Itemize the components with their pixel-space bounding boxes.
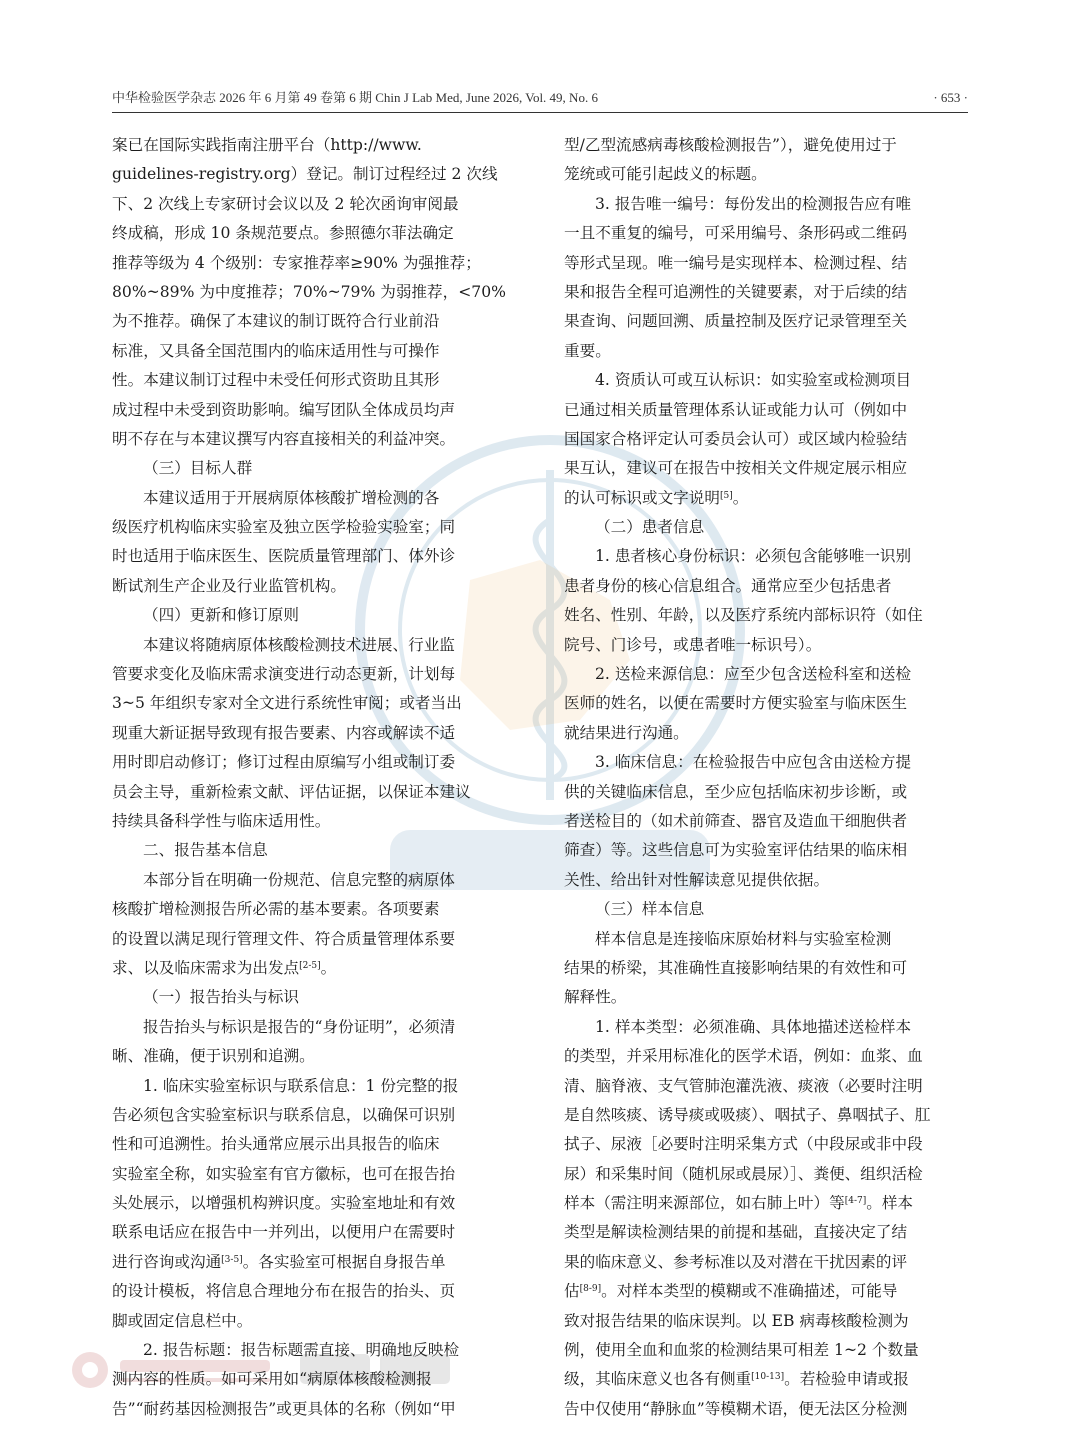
journal-citation: 中华检验医学杂志 2026 年 6 月第 49 卷第 6 期 Chin J Lab Med, June 2026, Vol. 49, No. 6 — [112, 90, 598, 105]
text-line — [564, 660, 968, 689]
line-text: 1. 样本类型：必须准确、具体地描述送检样本 — [595, 1017, 912, 1036]
line-text: 类型是解读检测结果的前提和基础，直接决定了结 — [564, 1223, 908, 1242]
text-line — [112, 190, 516, 219]
text-line — [564, 425, 968, 454]
text-line — [112, 542, 516, 571]
line-text: 标准，又具备全国范围内的临床适用性与可操作 — [112, 341, 440, 360]
text-line — [564, 278, 968, 307]
text-line — [112, 396, 516, 425]
text-line — [564, 1013, 968, 1042]
text-line — [112, 131, 516, 160]
line-text: 告中仅使用“静脉血”等模糊术语，便无法区分检测 — [564, 1399, 908, 1418]
line-text: 关性、给出针对性解读意见提供依据。 — [564, 870, 830, 889]
line-text: 供的关键临床信息，至少应包括临床初步诊断，或 — [564, 782, 908, 801]
line-text: 果和报告全程可追溯性的关键要素，对于后续的结 — [564, 282, 908, 301]
line-text: 时也适用于临床医生、医院质量管理部门、体外诊 — [112, 547, 456, 566]
line-text: 成过程中未受到资助影响。编写团队全体成员均声 — [112, 400, 456, 419]
text-line — [564, 836, 968, 865]
line-text: （三）样本信息 — [595, 900, 705, 919]
text-line — [564, 307, 968, 336]
text-line — [112, 1307, 516, 1336]
line-text: 尿）和采集时间（随机尿或晨尿）］、粪便、组织活检 — [564, 1164, 923, 1183]
text-line — [564, 631, 968, 660]
line-text-continued: 。对样本类型的模糊或不准确描述，可能导 — [601, 1282, 898, 1301]
line-text: 已通过相关质量管理体系认证或能力认可（例如中 — [564, 400, 908, 419]
text-line — [564, 572, 968, 601]
line-text: 国国家合格评定认可委员会认可）或区域内检验结 — [564, 429, 908, 448]
line-text: 院号、门诊号，或患者唯一标识号）。 — [564, 635, 822, 654]
text-line — [112, 660, 516, 689]
text-line — [564, 542, 968, 571]
text-line — [564, 1365, 968, 1394]
line-text: 例，使用全血和血浆的检测结果可相差 1~2 个数量 — [564, 1341, 919, 1360]
text-line — [112, 160, 516, 189]
line-text: 致对报告结果的临床误判。以 EB 病毒核酸检测为 — [564, 1311, 909, 1330]
text-line — [112, 778, 516, 807]
text-line — [564, 366, 968, 395]
line-text: 明不存在与本建议撰写内容直接相关的利益冲突。 — [112, 429, 456, 448]
citation-ref: [10-13] — [751, 1372, 785, 1383]
line-text: 姓名、性别、年龄，以及医疗系统内部标识符（如住 — [564, 606, 923, 625]
line-text: 医师的姓名，以便在需要时方便实验室与临床医生 — [564, 694, 908, 713]
line-text: 3. 报告唯一编号：每份发出的检测报告应有唯 — [595, 194, 912, 213]
line-text: 就结果进行沟通。 — [564, 723, 689, 742]
line-text: 测内容的性质。如可采用如“病原体核酸检测报 — [112, 1370, 432, 1389]
line-text: 一且不重复的编号，可采用编号、条形码或二维码 — [564, 224, 908, 243]
line-text: 等形式呈现。唯一编号是实现样本、检测过程、结 — [564, 253, 908, 272]
text-line — [564, 866, 968, 895]
text-line — [564, 1101, 968, 1130]
line-text-continued: 。各实验室可根据自身报告单 — [242, 1252, 446, 1271]
text-line — [112, 631, 516, 660]
text-line — [564, 131, 968, 160]
text-line — [112, 307, 516, 336]
running-header — [112, 88, 968, 113]
text-line — [112, 337, 516, 366]
text-line — [112, 1336, 516, 1365]
line-text: 样本（需注明来源部位，如右肺上叶）等 — [564, 1194, 845, 1213]
line-text: 为不推荐。确保了本建议的制订既符合行业前沿 — [112, 312, 440, 331]
line-text: 3~5 年组织专家对全文进行系统性审阅；或者当出 — [112, 694, 462, 713]
citation-ref: [5] — [719, 490, 733, 501]
text-line — [112, 1395, 516, 1424]
text-line — [112, 807, 516, 836]
line-text: 终成稿，形成 10 条规范要点。参照德尔菲法确定 — [112, 224, 454, 243]
line-text: 2. 报告标题：报告标题需直接、明确地反映检 — [143, 1341, 460, 1360]
line-text: 的设计模板，将信息合理地分布在报告的抬头、页 — [112, 1282, 456, 1301]
line-text: 本部分旨在明确一份规范、信息完整的病原体 — [143, 870, 455, 889]
line-text: 3. 临床信息：在检验报告中应包含由送检方提 — [595, 753, 912, 772]
text-line — [564, 925, 968, 954]
page-number: · 653 · — [933, 90, 968, 105]
line-text: 案已在国际实践指南注册平台（http://www. — [112, 136, 422, 154]
text-line — [564, 1248, 968, 1277]
line-text: 笼统或可能引起歧义的标题。 — [564, 165, 767, 184]
text-line — [112, 1189, 516, 1218]
text-line — [112, 1072, 516, 1101]
citation-ref: [8-9] — [579, 1284, 602, 1295]
right-text-column — [564, 131, 968, 1424]
line-text: 告”“耐药基因检测报告”或更具体的名称（例如“甲 — [112, 1399, 456, 1418]
line-text: 性和可追溯性。抬头通常应展示出具报告的临床 — [112, 1135, 440, 1154]
citation-ref: [2-5] — [299, 960, 321, 971]
line-text: 下、2 次线上专家研讨会议以及 2 轮次函询审阅最 — [112, 194, 459, 213]
line-text: 进行咨询或沟通 — [112, 1252, 222, 1271]
left-text-column — [112, 131, 516, 1424]
line-text: 管要求变化及临床需求演变进行动态更新，计划每 — [112, 665, 456, 684]
text-line — [564, 396, 968, 425]
line-text: 果查询、问题回溯、质量控制及医疗记录管理至关 — [564, 312, 908, 331]
line-text: 4. 资质认可或互认标识：如实验室或检测项目 — [595, 371, 912, 390]
line-text: 拭子、尿液［必要时注明采集方式（中段尿或非中段 — [564, 1135, 923, 1154]
line-text: 80%~89% 为中度推荐；70%~79% 为弱推荐，<70% — [112, 282, 506, 301]
line-text: 1. 患者核心身份标识：必须包含能够唯一识别 — [595, 547, 912, 566]
line-text: 是自然咳痰、诱导痰或吸痰）、咽拭子、鼻咽拭子、肛 — [564, 1105, 931, 1124]
text-line — [112, 983, 516, 1012]
text-line — [112, 219, 516, 248]
text-line — [112, 925, 516, 954]
text-line — [564, 1218, 968, 1247]
line-text: guidelines-registry.org）登记。制订过程经过 2 次线 — [112, 165, 498, 184]
text-line — [112, 1248, 516, 1277]
text-line — [564, 219, 968, 248]
line-text: （三）目标人群 — [143, 459, 253, 478]
line-text: 2. 送检来源信息：应至少包含送检科室和送检 — [595, 665, 912, 684]
text-line — [564, 689, 968, 718]
line-text: 型/乙型流感病毒核酸检测报告”），避免使用过于 — [564, 136, 897, 154]
text-line — [112, 572, 516, 601]
text-line — [112, 719, 516, 748]
line-text: 级医疗机构临床实验室及独立医学检验实验室；同 — [112, 518, 456, 537]
line-text: 的认可标识或文字说明 — [564, 488, 720, 507]
text-line — [564, 748, 968, 777]
line-text: 解释性。 — [564, 988, 627, 1007]
text-line — [564, 484, 968, 513]
line-text: 报告抬头与标识是报告的“身份证明”，必须清 — [143, 1017, 456, 1036]
text-line — [564, 1277, 968, 1306]
text-line — [564, 454, 968, 483]
line-text: 联系电话应在报告中一并列出，以便用户在需要时 — [112, 1223, 456, 1242]
line-text: 头处展示，以增强机构辨识度。实验室地址和有效 — [112, 1194, 456, 1213]
line-text: 估 — [564, 1282, 580, 1301]
line-text: 用时即启动修订；修订过程由原编写小组或制订委 — [112, 753, 456, 772]
line-text: 核酸扩增检测报告所必需的基本要素。各项要素 — [112, 900, 440, 919]
text-line — [112, 895, 516, 924]
text-line — [112, 689, 516, 718]
text-line — [564, 1160, 968, 1189]
line-text: 的类型，并采用标准化的医学术语，例如：血浆、血 — [564, 1047, 923, 1066]
line-text-continued: 。样本 — [866, 1194, 914, 1213]
line-text: 员会主导，重新检索文献、评估证据，以保证本建议 — [112, 782, 471, 801]
text-line — [564, 1395, 968, 1424]
line-text: 者送检目的（如术前筛查、器官及造血干细胞供者 — [564, 811, 908, 830]
line-text: （二）患者信息 — [595, 518, 705, 537]
text-line — [112, 1130, 516, 1159]
line-text: 重要。 — [564, 341, 611, 360]
text-line — [112, 1013, 516, 1042]
text-line — [564, 601, 968, 630]
text-line — [112, 366, 516, 395]
text-line — [564, 1307, 968, 1336]
citation-ref: [4-7] — [844, 1196, 867, 1207]
line-text: 现重大新证据导致现有报告要素、内容或解读不适 — [112, 723, 456, 742]
text-line — [564, 249, 968, 278]
line-text: 二、报告基本信息 — [143, 841, 268, 860]
text-line — [564, 778, 968, 807]
text-line — [112, 748, 516, 777]
line-text: 级，其临床意义也各有侧重 — [564, 1370, 752, 1389]
text-line — [112, 484, 516, 513]
line-text: 样本信息是连接临床原始材料与实验室检测 — [595, 929, 892, 948]
line-text-continued: 。若检验申请或报 — [784, 1370, 909, 1389]
text-line — [564, 954, 968, 983]
text-line — [112, 1218, 516, 1247]
text-line — [564, 719, 968, 748]
text-line — [112, 1042, 516, 1071]
text-line — [112, 278, 516, 307]
text-line — [564, 190, 968, 219]
line-text: 脚或固定信息栏中。 — [112, 1311, 253, 1330]
text-line — [112, 1365, 516, 1394]
text-line — [112, 866, 516, 895]
line-text-continued: 。 — [320, 958, 337, 977]
text-line — [564, 1130, 968, 1159]
text-line — [112, 836, 516, 865]
line-text: 果互认，建议可在报告中按相关文件规定展示相应 — [564, 459, 908, 478]
text-line — [112, 425, 516, 454]
citation-ref: [3-5] — [221, 1254, 243, 1265]
line-text: （一）报告抬头与标识 — [143, 988, 299, 1007]
line-text: 果的临床意义、参考标准以及对潜在干扰因素的评 — [564, 1252, 908, 1271]
text-line — [564, 513, 968, 542]
text-line — [112, 454, 516, 483]
line-text: 本建议将随病原体核酸检测技术进展、行业监 — [143, 635, 455, 654]
text-line — [564, 337, 968, 366]
line-text: 告必须包含实验室标识与联系信息，以确保可识别 — [112, 1105, 456, 1124]
text-line — [112, 1101, 516, 1130]
text-line — [112, 1160, 516, 1189]
text-line — [564, 1189, 968, 1218]
line-text: 1. 临床实验室标识与联系信息：1 份完整的报 — [143, 1076, 459, 1095]
line-text: 求、以及临床需求为出发点 — [112, 958, 300, 977]
line-text: 持续具备科学性与临床适用性。 — [112, 811, 331, 830]
line-text: 筛查）等。这些信息可为实验室评估结果的临床相 — [564, 841, 908, 860]
line-text: 晰、准确，便于识别和追溯。 — [112, 1047, 315, 1066]
line-text: 实验室全称，如实验室有官方徽标，也可在报告抬 — [112, 1164, 456, 1183]
text-line — [112, 249, 516, 278]
text-line — [564, 983, 968, 1012]
text-line — [564, 1072, 968, 1101]
text-line — [564, 1042, 968, 1071]
text-line — [112, 513, 516, 542]
text-line — [112, 601, 516, 630]
text-line — [564, 1336, 968, 1365]
text-line — [564, 895, 968, 924]
line-text: 清、脑脊液、支气管肺泡灌洗液、痰液（必要时注明 — [564, 1076, 923, 1095]
line-text-continued: 。 — [732, 488, 749, 507]
line-text: 结果的桥梁，其准确性直接影响结果的有效性和可 — [564, 958, 908, 977]
text-line — [564, 160, 968, 189]
text-line — [112, 954, 516, 983]
line-text: 患者身份的核心信息组合。通常应至少包括患者 — [564, 576, 892, 595]
line-text: （四）更新和修订原则 — [143, 606, 299, 625]
line-text: 推荐等级为 4 个级别：专家推荐率≥90% 为强推荐； — [112, 253, 481, 272]
text-line — [112, 1277, 516, 1306]
line-text: 断试剂生产企业及行业监管机构。 — [112, 576, 346, 595]
text-line — [564, 807, 968, 836]
line-text: 的设置以满足现行管理文件、符合质量管理体系要 — [112, 929, 456, 948]
line-text: 性。本建议制订过程中未受任何形式资助且其形 — [112, 371, 440, 390]
line-text: 本建议适用于开展病原体核酸扩增检测的各 — [143, 488, 440, 507]
